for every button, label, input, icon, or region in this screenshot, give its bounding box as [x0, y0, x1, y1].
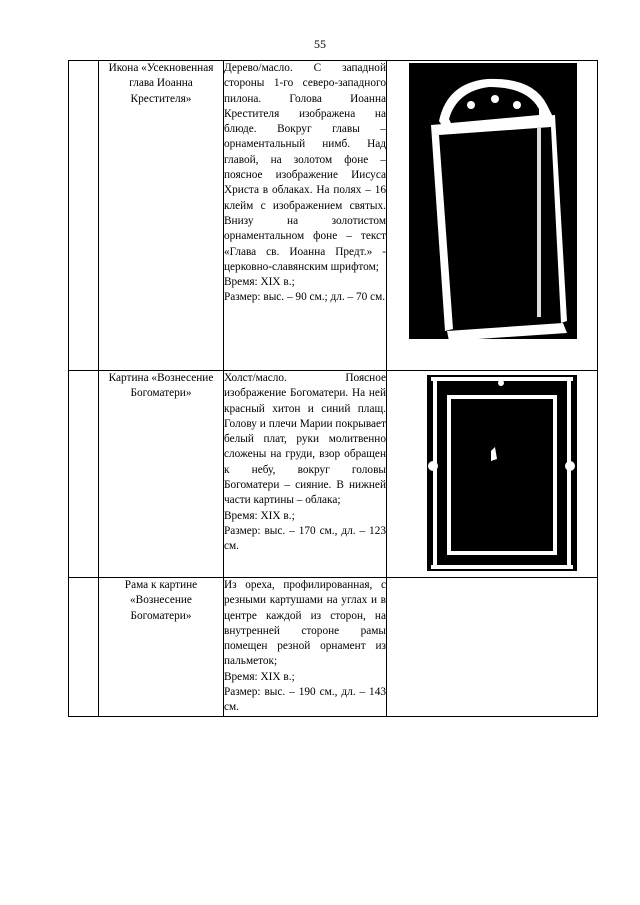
- row-number-cell: [69, 371, 99, 578]
- item-date: Время: XIX в.;: [224, 509, 295, 522]
- item-description: Холст/масло. Поясное изображение Богоматери. На ней красный хитон и синий плащ. Голову и плечи Марии покрывает белый плат, руки молитвенно сложены на груди, взор обращен к небу, вокруг головы Богоматери – сияние. В нижней части картины – облака;: [224, 372, 386, 507]
- item-description: Из ореха, профилированная, с резными картушами на углах и в центре каждой из сторон, на внутренней стороне рамы помещен резной орнамент из пальметок;: [224, 579, 386, 668]
- item-description-cell: [224, 371, 387, 578]
- photo-cell: [387, 61, 598, 371]
- page-number: 55: [314, 37, 326, 51]
- table-row: [69, 371, 598, 578]
- item-date: Время: XIX в.;: [224, 276, 295, 289]
- item-date: Время: XIX в.;: [224, 670, 295, 683]
- row-number-cell: [69, 61, 99, 371]
- painting-photo: [387, 371, 597, 577]
- table-row: [69, 61, 598, 371]
- item-size: Размер: выс. – 90 см.; дл. – 70 см.: [224, 291, 386, 304]
- item-name: Рама к картине «Вознесение Богоматери»: [99, 578, 224, 717]
- item-description-cell: [224, 61, 387, 371]
- icon-photo: [387, 61, 597, 370]
- photo-cell-empty: [387, 578, 598, 717]
- item-size: Размер: выс. – 190 см., дл. – 143 см.: [224, 686, 386, 714]
- item-description-cell: [224, 578, 387, 717]
- table-row: [69, 578, 598, 717]
- item-description: Дерево/масло. С западной стороны 1-го северо-западного пилона. Голова Иоанна Крестителя изображена на блюде. Вокруг главы – орнаментальный нимб. Над главой, на золотом фоне – поясное изображение Иисуса Христа в облаках. На полях – 16 клейм с изображением святых. Внизу на золотистом орнаментальном фоне – текст «Глава св. Иоанна Предт.» - церковно-славянским шрифтом;: [224, 62, 386, 273]
- catalog-table: [68, 60, 598, 717]
- row-number-cell: [69, 578, 99, 717]
- item-name: Картина «Вознесение Богоматери»: [99, 371, 224, 578]
- item-size: Размер: выс. – 170 см., дл. – 123 см.: [224, 524, 386, 553]
- item-name: Икона «Усекновенная глава Иоанна Крестителя»: [99, 61, 224, 371]
- photo-cell: [387, 371, 598, 578]
